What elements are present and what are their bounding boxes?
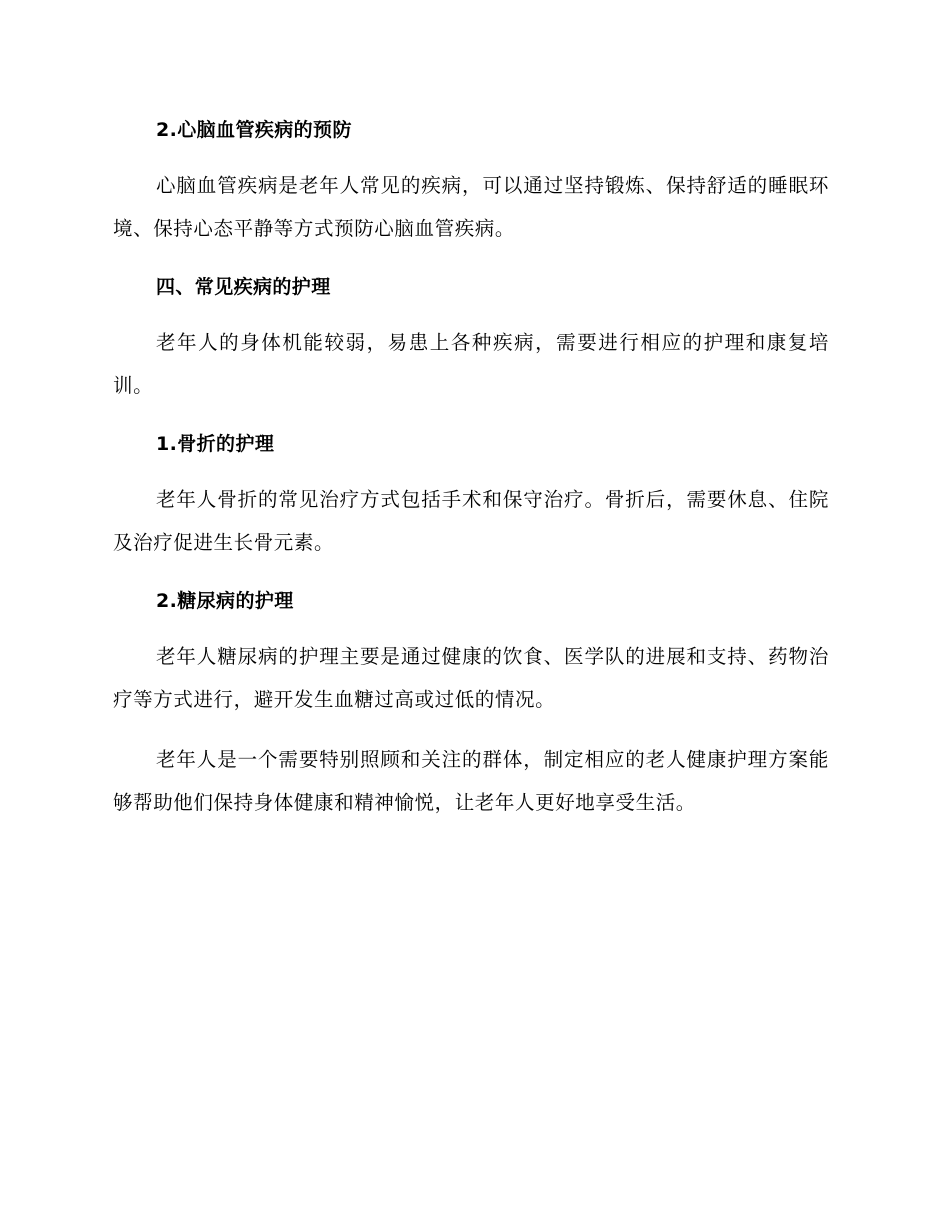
- section-heading-diabetes-care: 2.糖尿病的护理: [156, 590, 294, 612]
- paragraph-conclusion: 老年人是一个需要特别照顾和关注的群体，制定相应的老人健康护理方案能够帮助他们保持身体健康和精神愉悦，让老年人更好地享受生活。: [113, 748, 829, 814]
- section-heading-common-disease-care: 四、常见疾病的护理: [156, 276, 331, 298]
- paragraph-cardio-prevention: 心脑血管疾病是老年人常见的疾病，可以通过坚持锻炼、保持舒适的睡眠环境、保持心态平静等方式预防心脑血管疾病。: [113, 174, 829, 240]
- section-heading-fracture-care: 1.骨折的护理: [156, 433, 275, 455]
- paragraph-fracture-care: 老年人骨折的常见治疗方式包括手术和保守治疗。骨折后，需要休息、住院及治疗促进生长骨元素。: [113, 488, 829, 554]
- document-body: [113, 110, 829, 824]
- section-heading-cardio-prevention: 2.心脑血管疾病的预防: [156, 119, 352, 141]
- paragraph-common-disease-care: 老年人的身体机能较弱，易患上各种疾病，需要进行相应的护理和康复培训。: [113, 331, 829, 397]
- paragraph-diabetes-care: 老年人糖尿病的护理主要是通过健康的饮食、医学队的进展和支持、药物治疗等方式进行，避开发生血糖过高或过低的情况。: [113, 645, 829, 711]
